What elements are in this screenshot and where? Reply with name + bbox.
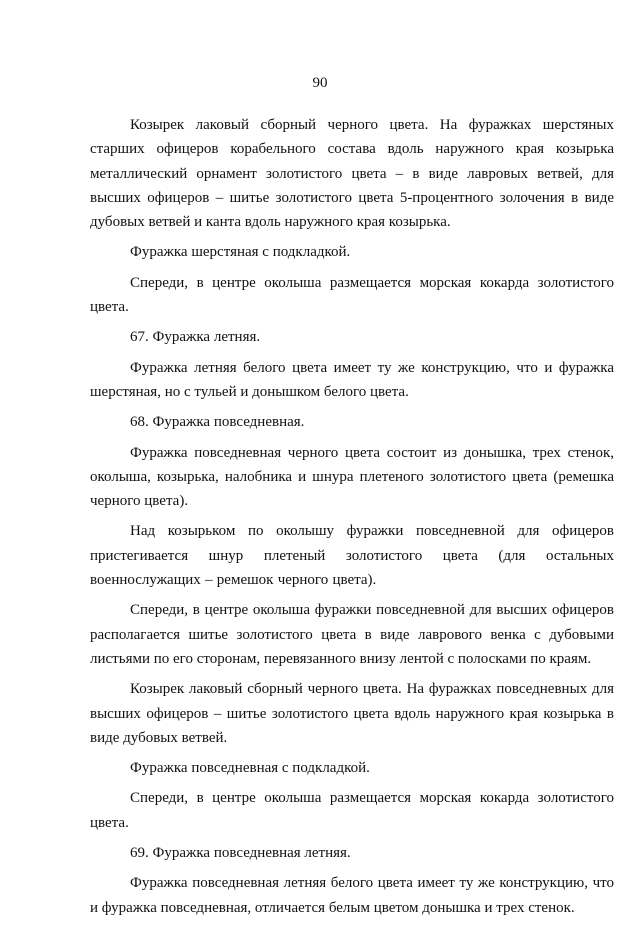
paragraph-cord-attachment: Над козырьком по околышу фуражки повседневной для офицеров пристегивается шнур плетеный золотистого цвета (для остальных военнослужащих – ремешок черного цвета). xyxy=(90,523,614,589)
paragraph-embroidery-front: Спереди, в центре околыша фуражки повседневной для высших офицеров располагается шитье золотистого цвета в виде лаврового венка с дубовыми листьями по его сторонам, перевязанного внизу лентой с полосками по краям. xyxy=(90,602,614,667)
section-heading-67: 67. Фуражка летняя. xyxy=(130,329,261,346)
page-number: 90 xyxy=(312,75,328,91)
paragraph-cockade-front-2: Спереди, в центре околыша размещается морская кокарда золотистого цвета. xyxy=(90,790,614,831)
section-heading-68: 68. Фуражка повседневная. xyxy=(130,414,305,431)
paragraph-visor-description: Козырек лаковый сборный черного цвета. На фуражках шерстяных старших офицеров корабельного состава вдоль наружного края козырька металлический орнамент золотистого цвета – в виде лавровых ветвей, для высших офицеров – шитье золотистого цвета 5-процентного золочения в виде дубовых ветвей и канта вдоль наружного края козырька. xyxy=(90,117,614,231)
paragraph-everyday-cap-structure: Фуражка повседневная черного цвета состоит из донышка, трех стенок, околыша, козырька, налобника и шнура плетеного золотистого цвета (ремешка черного цвета). xyxy=(90,444,614,510)
paragraph-everyday-summer-cap: Фуражка повседневная летняя белого цвета имеет ту же конструкцию, что и фуражка повседневная, отличается белым цветом донышка и трех стенок. xyxy=(90,875,614,916)
section-heading-69: 69. Фуражка повседневная летняя. xyxy=(130,845,351,862)
paragraph-everyday-visor: Козырек лаковый сборный черного цвета. На фуражках повседневных для высших офицеров – шитье золотистого цвета вдоль наружного края козырька в виде дубовых ветвей. xyxy=(90,681,614,746)
paragraph-summer-cap: Фуражка летняя белого цвета имеет ту же конструкцию, что и фуражка шерстяная, но с тульей и донышком белого цвета. xyxy=(90,359,614,400)
paragraph-cockade-front: Спереди, в центре околыша размещается морская кокарда золотистого цвета. xyxy=(90,274,614,316)
paragraph-everyday-cap-lined: Фуражка повседневная с подкладкой. xyxy=(130,760,370,777)
paragraph-wool-cap-lined: Фуражка шерстяная с подкладкой. xyxy=(130,244,351,261)
document-body xyxy=(90,113,614,926)
